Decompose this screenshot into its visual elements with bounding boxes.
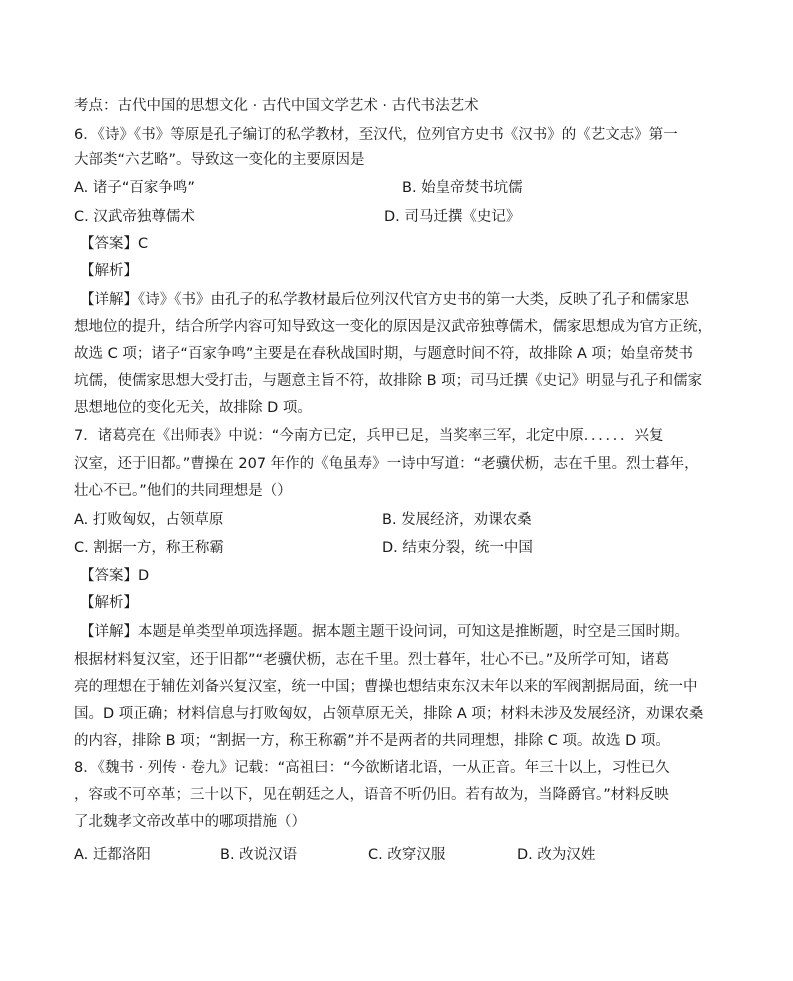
q8-stem-line-1: 8．《魏书 · 列传 · 卷九》记载：“高祖曰：“今欲断诸北语，一从正音。年三十以上，习性已久 bbox=[74, 760, 670, 776]
q6-detail-line-1: 【详解】《诗》《书》由孔子的私学教材最后位列汉代官方史书的第一大类，反映了孔子和儒家思 bbox=[80, 292, 689, 308]
q6-answer: 【答案】C bbox=[80, 236, 149, 252]
q7-analysis-label: 【解析】 bbox=[80, 595, 138, 611]
q6-option-a: A. 诸子“百家争鸣” bbox=[74, 180, 195, 196]
q6-detail-line-3: 故选 C 项；诸子“百家争鸣”主要是在春秋战国时期，与题意时间不符，故排除 A 项；始皇帝焚书 bbox=[74, 346, 694, 362]
q8-option-a: A. 迁都洛阳 bbox=[74, 847, 151, 863]
q6-analysis-label: 【解析】 bbox=[80, 263, 138, 279]
q7-stem-line-2: 汉室，还于旧都。”曹操在 207 年作的《龟虽寿》一诗中写道：“老骥伏枥，志在千里。烈士暮年， bbox=[74, 456, 699, 472]
q8-stem-line-3: 了北魏孝文帝改革中的哪项措施（） bbox=[74, 814, 306, 830]
q6-stem-line-1: 6．《诗》《书》等原是孔子编订的私学教材，至汉代，位列官方史书《汉书》的《艺文志》第一 bbox=[74, 127, 678, 143]
q6-detail-line-4: 坑儒，使儒家思想大受打击，与题意主旨不符，故排除 B 项；司马迁撰《史记》明显与孔子和儒家 bbox=[74, 373, 703, 389]
q7-answer: 【答案】D bbox=[80, 568, 150, 584]
q7-detail-line-3: 亮的理想在于辅佐刘备兴复汉室，统一中国；曹操也想结束东汉末年以来的军阀割据局面，统一中 bbox=[74, 679, 698, 695]
q7-detail-line-5: 的内容，排除 B 项；“割据一方，称王称霸”并不是两者的共同理想，排除 C 项。故选 D 项。 bbox=[74, 733, 670, 749]
q6-option-d: D. 司马迁撰《史记》 bbox=[384, 209, 521, 225]
q8-option-d: D. 改为汉姓 bbox=[517, 847, 596, 863]
q6-option-b: B. 始皇帝焚书坑儒 bbox=[402, 180, 523, 196]
q7-option-b: B. 发展经济，劝课农桑 bbox=[382, 512, 532, 528]
q7-detail-line-4: 国。D 项正确；材料信息与打败匈奴，占领草原无关，排除 A 项；材料未涉及发展经济，劝课农桑 bbox=[74, 706, 704, 722]
q7-stem-line-3: 壮心不已。”他们的共同理想是（） bbox=[74, 483, 292, 499]
q8-option-b: B. 改说汉语 bbox=[220, 847, 298, 863]
q8-option-c: C. 改穿汉服 bbox=[368, 847, 446, 863]
q6-detail-line-2: 想地位的提升，结合所学内容可知导致这一变化的原因是汉武帝独尊儒术，儒家思想成为官方正统， bbox=[74, 319, 712, 335]
q7-detail-line-1: 【详解】本题是单类型单项选择题。据本题主题干设问词，可知这是推断题，时空是三国时期。 bbox=[80, 624, 689, 640]
q6-stem-line-2: 大部类“六艺略”。导致这一变化的主要原因是 bbox=[74, 152, 365, 168]
q6-detail-line-5: 思想地位的变化无关，故排除 D 项。 bbox=[74, 400, 312, 416]
q7-stem-line-1: 7．诸葛亮在《出师表》中说：“今南方已定，兵甲已足，当奖率三军，北定中原．．．．．．兴复 bbox=[74, 428, 664, 444]
q8-stem-line-2: ，容或不可卒革；三十以下，见在朝廷之人，语音不听仍旧。若有故为，当降爵官。”材料反映 bbox=[74, 787, 669, 803]
q6-option-c: C. 汉武帝独尊儒术 bbox=[74, 209, 195, 225]
q7-option-a: A. 打败匈奴，占领草原 bbox=[74, 512, 224, 528]
kaodian-line: 考点：古代中国的思想文化 · 古代中国文学艺术 · 古代书法艺术 bbox=[74, 98, 479, 114]
q7-option-c: C. 割据一方，称王称霸 bbox=[74, 540, 224, 556]
q7-detail-line-2: 根据材料复汉室，还于旧都”“老骥伏枥，志在千里。烈士暮年，壮心不已。”及所学可知，诸葛 bbox=[74, 652, 670, 668]
q7-option-d: D. 结束分裂，统一中国 bbox=[382, 540, 533, 556]
